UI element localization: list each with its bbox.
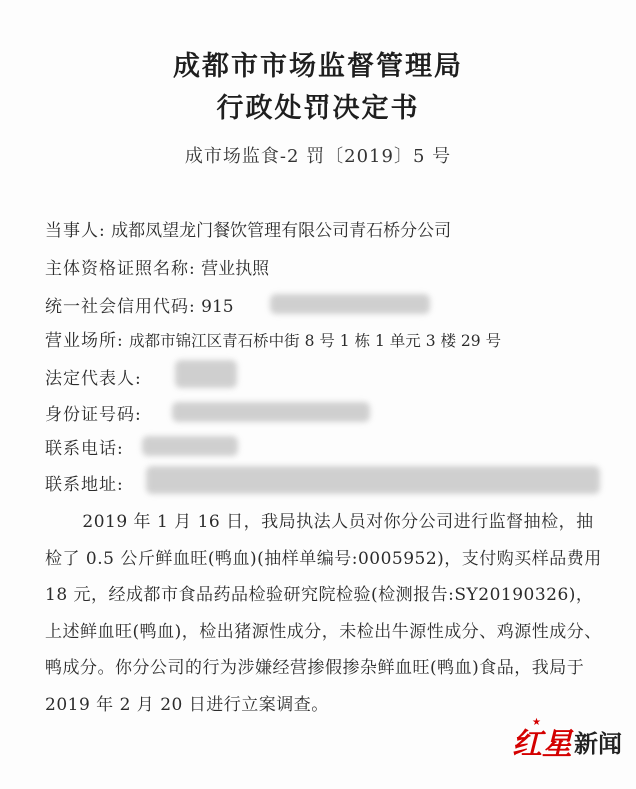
document-type-title: 行政处罚决定书 — [216, 93, 420, 124]
credit-code-field — [45, 292, 234, 317]
credit-code-label: 统一社会信用代码: — [45, 297, 196, 317]
address-field — [45, 470, 124, 495]
party-label: 当事人: — [45, 221, 106, 241]
legal-representative-label: 法定代表人: — [45, 369, 142, 389]
issuing-authority-title: 成都市市场监督管理局 — [173, 51, 463, 82]
watermark-brand-black: 新闻 — [574, 729, 622, 758]
redaction-legal-representative — [175, 360, 237, 388]
credit-code-value: 915 — [201, 297, 234, 317]
phone-field — [45, 434, 124, 459]
redaction-credit-code — [270, 294, 430, 314]
star-icon: ★ — [532, 717, 541, 728]
redaction-id-number — [172, 402, 370, 422]
document-number: 成市场监食-2 罚〔2019〕5 号 — [184, 146, 452, 167]
license-field — [45, 254, 269, 279]
address-label: 联系地址: — [45, 475, 124, 495]
case-description-paragraph: 2019 年 1 月 16 日，我局执法人员对你分公司进行监督抽检，抽检了 0.5 公斤鲜血旺(鸭血)(抽样单编号:0005952)，支付购买样品费用 18 元，经成都市食品药品检验研究院检验(检测报告:SY20190326)，上述鲜血旺(鸭血)，检出猪源性成分，未检出牛源性成分、鸡源性成分、鸭成分。你分公司的行为涉嫌经营掺假掺杂鲜血旺(鸭血)食品，我局于 2019 年 2 月 20 日进行立案调查。 — [45, 512, 602, 715]
redaction-address — [146, 466, 600, 494]
redaction-phone — [142, 436, 238, 456]
premises-label: 营业场所: — [45, 331, 124, 351]
phone-label: 联系电话: — [45, 439, 124, 459]
license-value: 营业执照 — [201, 259, 270, 279]
id-number-label: 身份证号码: — [45, 405, 142, 425]
party-field — [45, 216, 451, 241]
watermark-brand-red: 红星 — [512, 727, 572, 762]
hongxing-news-watermark — [512, 719, 622, 763]
premises-value: 成都市锦江区青石桥中街 8 号 1 栋 1 单元 3 楼 29 号 — [129, 332, 502, 350]
id-number-field — [45, 400, 142, 425]
legal-representative-field — [45, 364, 142, 389]
party-value: 成都凤望龙门餐饮管理有限公司青石桥分公司 — [111, 221, 452, 241]
premises-field — [45, 326, 501, 351]
license-label: 主体资格证照名称: — [45, 259, 196, 279]
